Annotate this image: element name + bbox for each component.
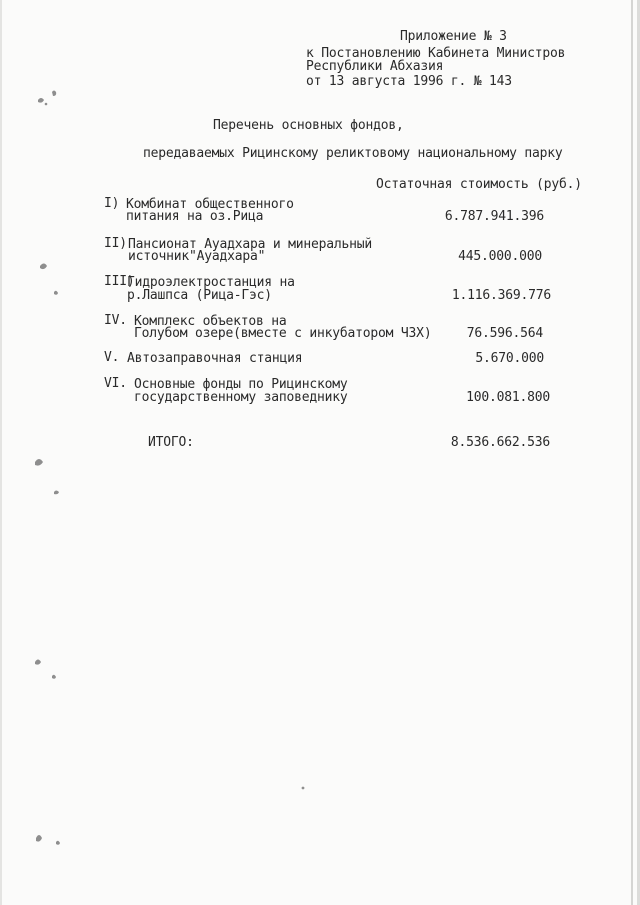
item-description-line: Автозаправочная станция xyxy=(127,351,303,366)
item-description-line: Гидроэлектростанция на xyxy=(127,275,295,290)
item-description-line: Комбинат общественного xyxy=(126,197,294,212)
appendix-label: Приложение № 3 xyxy=(400,29,507,44)
item-description-line: государственному заповеднику xyxy=(134,390,348,405)
item-description-line: р.Лашпса (Рица-Гэс) xyxy=(127,288,272,303)
total-label: ИТОГО: xyxy=(148,435,194,450)
item-description-line: Основные фонды по Рицинскому xyxy=(134,377,348,392)
item-description-line: Пансионат Ауадхара и минеральный xyxy=(128,237,373,252)
item-number: I) xyxy=(104,196,120,211)
item-description-line: Голубом озере(вместе с инкубатором ЧЗХ) xyxy=(134,326,432,341)
item-number: VI. xyxy=(104,376,127,391)
item-description-line: источник"Ауадхара" xyxy=(128,249,266,264)
residual-value-header: Остаточная стоимость (руб.) xyxy=(376,177,582,192)
item-number: V. xyxy=(104,350,120,365)
item-description-line: питания на оз.Рица xyxy=(126,209,264,224)
item-description-line: Комплекс объектов на xyxy=(134,314,287,329)
item-value: 76.596.564 xyxy=(466,326,543,341)
item-value: 445.000.000 xyxy=(458,249,542,264)
document-title: Перечень основных фондов, xyxy=(213,118,404,133)
item-number: II) xyxy=(104,236,127,251)
item-number: IV. xyxy=(104,313,127,328)
item-value: 6.787.941.396 xyxy=(444,209,544,224)
republic-line: Республики Абхазия xyxy=(306,59,444,74)
item-value: 5.670.000 xyxy=(475,351,544,366)
item-number: III) xyxy=(104,274,135,289)
document-subtitle: передаваемых Рицинскому реликтовому национальному парку xyxy=(143,146,563,161)
resolution-line: к Постановлению Кабинета Министров xyxy=(306,46,566,61)
item-value: 1.116.369.776 xyxy=(451,288,551,303)
total-value: 8.536.662.536 xyxy=(450,435,550,450)
item-value: 100.081.800 xyxy=(466,390,550,405)
date-line: от 13 августа 1996 г. № 143 xyxy=(306,74,512,89)
